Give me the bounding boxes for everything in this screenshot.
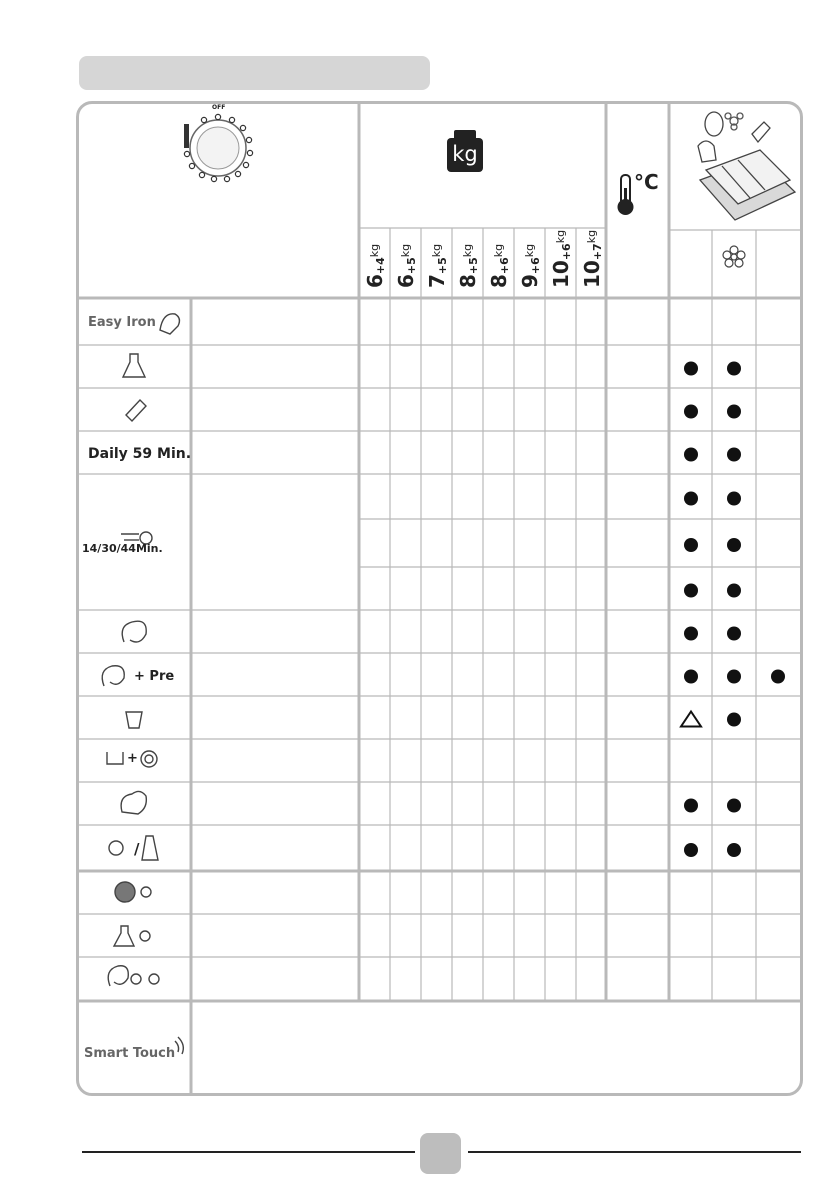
capacity-header: $6+4^{kg}$ (363, 243, 387, 288)
program-dot (727, 538, 741, 552)
program-label: Daily 59 Min. (88, 446, 192, 462)
program-dot (727, 492, 741, 506)
program-dot (684, 670, 698, 684)
program-dial-icon (184, 114, 253, 181)
program-dot (684, 405, 698, 419)
synthetic-dry-icon (114, 926, 150, 946)
program-dot (684, 843, 698, 857)
program-triangle (681, 712, 701, 727)
program-dot (684, 448, 698, 462)
capacity-header: $10+7^{kg}$ (580, 229, 604, 288)
program-dot (684, 538, 698, 552)
program-marks (681, 362, 785, 858)
smart-touch-label: Smart Touch (84, 1046, 176, 1061)
softener-flower-icon (723, 246, 745, 267)
program-label: + Pre (134, 669, 175, 684)
flask-icon (123, 354, 145, 377)
capacity-header: $6+5^{kg}$ (394, 243, 418, 288)
footer-rule-left (82, 1151, 415, 1153)
weight-unit-label: kg (452, 142, 478, 166)
program-dot (684, 799, 698, 813)
footer-rule-right (468, 1151, 801, 1153)
detergent-drawer-icon (698, 112, 795, 220)
program-dot (727, 670, 741, 684)
program-dot (727, 362, 741, 376)
capacity-header: $7+5^{kg}$ (425, 243, 449, 288)
program-dot (727, 843, 741, 857)
program-dot (727, 713, 741, 727)
cotton-stain-icon (102, 666, 124, 686)
capacity-header: $10+6^{kg}$ (549, 229, 573, 288)
shirt-steam-icon (160, 314, 179, 334)
program-dot (684, 627, 698, 641)
temperature-unit-label: °C (634, 170, 659, 194)
wool-dry-icon (115, 882, 151, 902)
program-dot (684, 584, 698, 598)
program-dot (727, 799, 741, 813)
program-dot (727, 405, 741, 419)
dial-off-label: OFF (212, 104, 226, 111)
program-dot (684, 362, 698, 376)
program-label: + (127, 751, 138, 766)
rinse-icon (126, 712, 142, 728)
capacity-header: $8+5^{kg}$ (456, 243, 480, 288)
program-dot (684, 492, 698, 506)
program-dot (727, 584, 741, 598)
program-dot (727, 627, 741, 641)
thermometer-icon (618, 175, 634, 215)
capacity-header: $9+6^{kg}$ (518, 243, 542, 288)
delicates-icon (121, 791, 146, 814)
cotton-dry-icon (108, 966, 159, 986)
program-label: / (134, 840, 140, 858)
cotton-icon (122, 621, 146, 642)
baby-bottle-icon (126, 400, 146, 421)
program-dot (771, 670, 785, 684)
capacity-header: $8+6^{kg}$ (487, 243, 511, 288)
program-dot (727, 448, 741, 462)
smart-touch-icon (175, 1037, 183, 1054)
program-label: Easy Iron (88, 315, 156, 330)
page-number-box (420, 1133, 461, 1174)
program-label: 14/30/44Min. (82, 542, 163, 555)
